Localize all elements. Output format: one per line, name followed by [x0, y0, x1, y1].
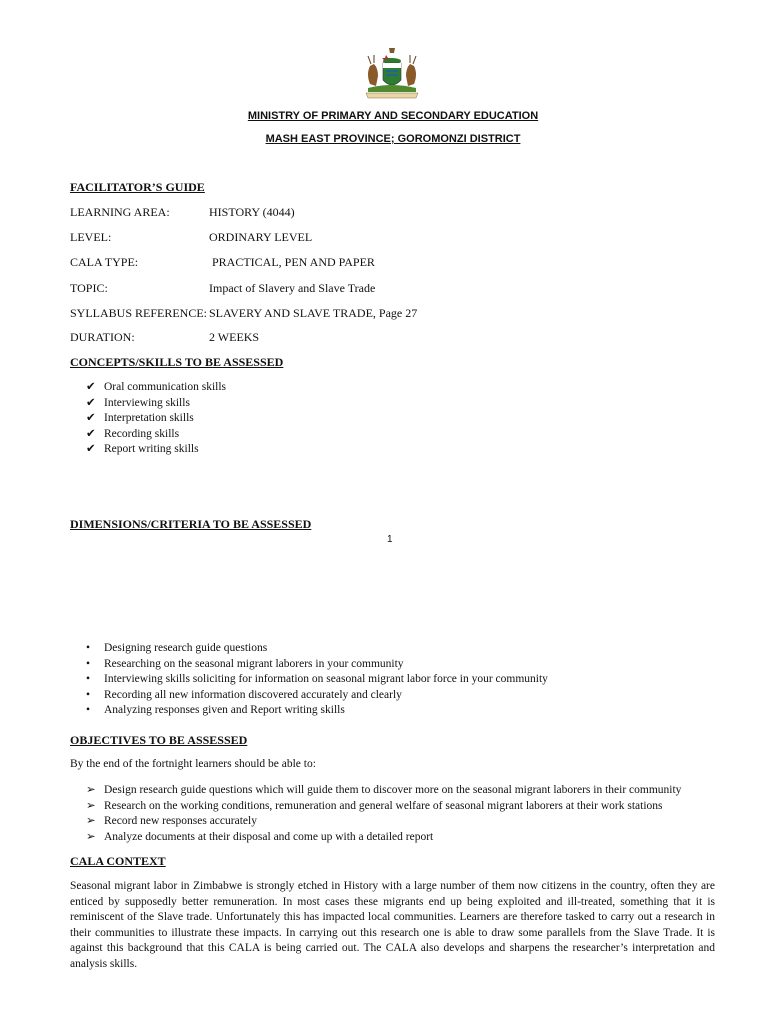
learning-area-value: HISTORY (4044): [209, 205, 295, 219]
arrowhead-bullet-icon: ➢: [86, 830, 96, 843]
list-item: • Researching on the seasonal migrant laborers in your community: [86, 657, 548, 673]
list-item: • Designing research guide questions: [86, 641, 548, 657]
cala-type-value: PRACTICAL, PEN AND PAPER: [209, 255, 375, 269]
checkmark-icon: ✔: [86, 412, 96, 424]
list-item: ➢ Record new responses accurately: [86, 814, 681, 830]
province-heading: MASH EAST PROVINCE; GOROMONZI DISTRICT: [265, 133, 521, 145]
list-item: ➢ Analyze documents at their disposal and come up with a detailed report: [86, 830, 681, 846]
checkmark-icon: ✔: [86, 427, 96, 440]
page-number: 1: [387, 534, 393, 545]
list-item: • Interviewing skills soliciting for information on seasonal migrant labor force in your community: [86, 672, 548, 688]
dimensions-heading: DIMENSIONS/CRITERIA TO BE ASSESSED: [70, 517, 312, 531]
ministry-heading: MINISTRY OF PRIMARY AND SECONDARY EDUCATION: [247, 110, 539, 122]
syllabus-reference-value: SLAVERY AND SLAVE TRADE, Page 27: [209, 306, 418, 320]
duration-value: 2 WEEKS: [209, 330, 260, 344]
concepts-heading: CONCEPTS/SKILLS TO BE ASSESSED: [70, 355, 284, 369]
round-bullet-icon: •: [86, 642, 91, 654]
zimbabwe-coat-of-arms-icon: [356, 46, 428, 102]
dimensions-list: [86, 641, 548, 719]
round-bullet-icon: •: [86, 704, 91, 716]
objectives-list: [86, 783, 681, 845]
level-label: LEVEL:: [70, 230, 112, 244]
list-item: ✔ Interviewing skills: [86, 396, 226, 412]
arrowhead-bullet-icon: ➢: [86, 815, 96, 827]
round-bullet-icon: •: [86, 673, 91, 685]
syllabus-reference-label: SYLLABUS REFERENCE:: [70, 306, 208, 320]
round-bullet-icon: •: [86, 657, 91, 670]
context-paragraph: Seasonal migrant labor in Zimbabwe is strongly etched in History with a large number of them now citizens in the country, often they are enticed by supposedly better remuneration. In most cases these migrants end up being exploited and ill-treated, something that it is reminiscent of the Slave trade. Unfortunately this has impacted local communities. Learners are therefore tasked to carry out a research in their communities to illustrate these impacts. In carrying out this research one is able to draw some parallels from the Slave Trade. It is against this background that this CALA is being carried out. The CALA also develops and sharpens the researcher’s interpretation and analysis skills.: [70, 880, 715, 970]
topic-label: TOPIC:: [70, 281, 108, 295]
list-item: • Recording all new information discovered accurately and clearly: [86, 688, 548, 704]
level-value: ORDINARY LEVEL: [209, 230, 313, 244]
list-item: ➢ Design research guide questions which will guide them to discover more on the seasonal migrant laborers in their community: [86, 783, 681, 799]
objectives-heading: OBJECTIVES TO BE ASSESSED: [70, 733, 248, 747]
context-heading: CALA CONTEXT: [70, 854, 166, 868]
checkmark-icon: ✔: [86, 443, 96, 455]
list-item: ✔ Recording skills: [86, 427, 226, 443]
topic-value: Impact of Slavery and Slave Trade: [209, 281, 376, 295]
duration-label: DURATION:: [70, 330, 135, 344]
round-bullet-icon: •: [86, 688, 91, 701]
list-item: ✔ Oral communication skills: [86, 380, 226, 396]
learning-area-label: LEARNING AREA:: [70, 205, 170, 219]
arrowhead-bullet-icon: ➢: [86, 799, 96, 812]
list-item: ✔ Report writing skills: [86, 442, 226, 458]
checkmark-icon: ✔: [86, 381, 96, 393]
guide-title: FACILITATOR’S GUIDE: [70, 180, 205, 194]
list-item: ✔ Interpretation skills: [86, 411, 226, 427]
list-item: • Analyzing responses given and Report writing skills: [86, 703, 548, 719]
objectives-intro: By the end of the fortnight learners should be able to:: [70, 758, 316, 770]
checkmark-icon: ✔: [86, 396, 96, 409]
concepts-list: [86, 380, 226, 458]
list-item: ➢ Research on the working conditions, remuneration and general welfare of seasonal migrant laborers at their work stations: [86, 799, 681, 815]
arrowhead-bullet-icon: ➢: [86, 784, 96, 796]
cala-type-label: CALA TYPE:: [70, 255, 139, 269]
